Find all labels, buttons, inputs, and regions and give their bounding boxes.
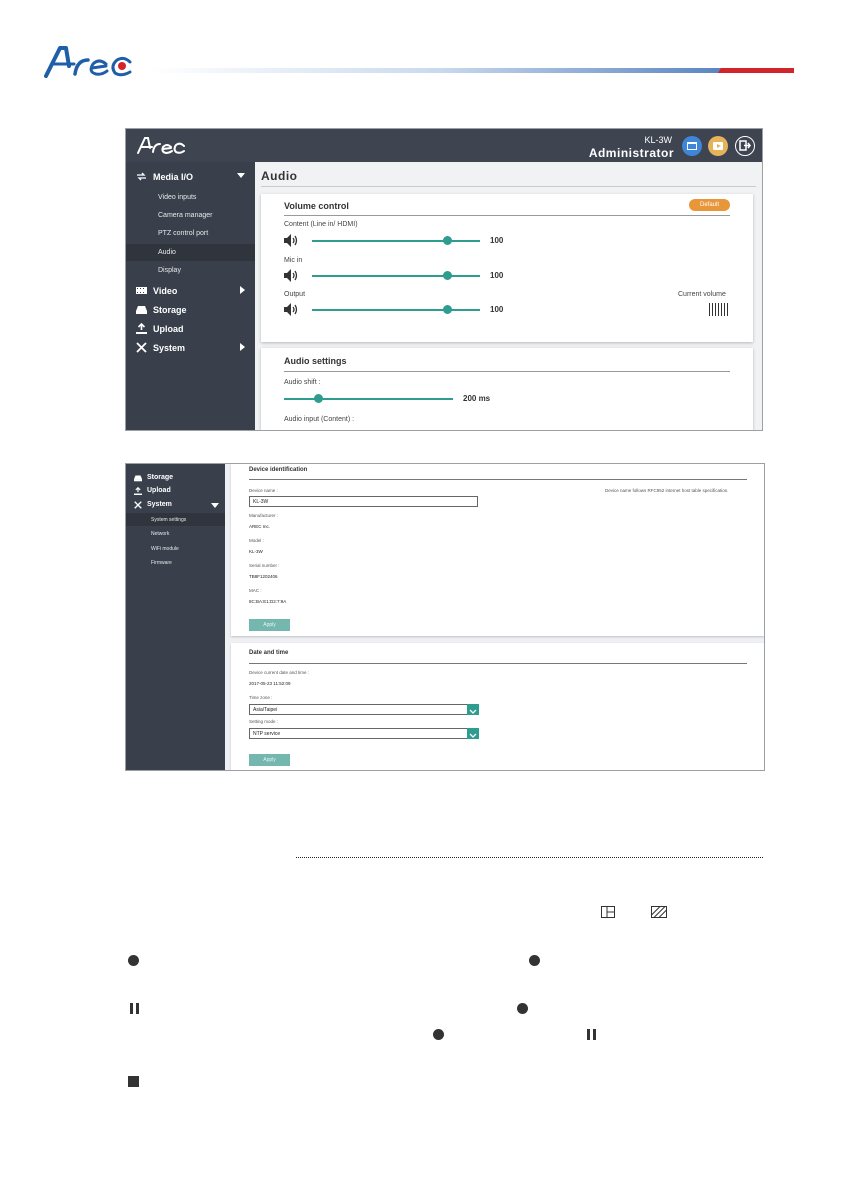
sidebar-item-video[interactable] <box>126 282 255 300</box>
speaker-icon[interactable] <box>284 303 299 316</box>
device-name-label: Device name : <box>249 488 278 493</box>
sidebar-label: Network <box>151 531 170 537</box>
mac-value: 8C:BA:E1:D2:7:9A <box>249 599 287 604</box>
sidebar-label: System <box>153 343 186 353</box>
sidebar-item-storage[interactable] <box>126 471 225 485</box>
chevron-down-icon <box>467 730 479 741</box>
header-red-accent <box>718 68 794 73</box>
sidebar-label: PTZ control port <box>158 230 209 237</box>
mic-volume-thumb[interactable] <box>443 271 452 280</box>
sidebar-label: Audio <box>158 249 176 256</box>
layout-icon <box>601 906 615 918</box>
device-name-input[interactable]: KL-3W <box>249 496 478 507</box>
sidebar-item-wifi-module[interactable] <box>126 542 225 555</box>
current-datetime-label: Device current date and time : <box>249 670 310 675</box>
sidebar-item-system[interactable] <box>126 339 255 357</box>
card-divider <box>284 215 730 216</box>
logout-icon[interactable] <box>735 136 755 156</box>
device-identification-card <box>231 464 764 636</box>
main-content <box>225 464 764 770</box>
chevron-down-icon <box>467 706 479 717</box>
chevron-right-icon <box>240 286 245 294</box>
sidebar-label: Media I/O <box>153 172 194 182</box>
card-divider <box>249 663 747 664</box>
sidebar <box>126 464 225 770</box>
output-volume-label: Output <box>284 291 306 298</box>
sidebar-label: Video <box>153 286 178 296</box>
manufacturer-label: Manufacturer : <box>249 513 279 518</box>
device-name-hint: Device name follows RFC952 internet host table specification. <box>605 488 729 493</box>
sidebar-item-media-io[interactable] <box>126 168 255 186</box>
content-volume-value: 100 <box>490 236 504 245</box>
sidebar-label: Upload <box>153 324 184 334</box>
sidebar-item-camera-manager[interactable] <box>126 207 255 224</box>
title-divider <box>261 186 756 187</box>
content-volume-slider[interactable] <box>312 240 480 242</box>
record-icon <box>128 955 139 966</box>
content-volume-label: Content (Line in/ HDMI) <box>284 221 358 228</box>
user-role: Administrator <box>588 146 674 160</box>
card-title: Volume control <box>284 201 349 211</box>
pause-icon <box>130 1003 139 1014</box>
record-icon <box>529 955 540 966</box>
sidebar-item-ptz-control-port[interactable] <box>126 225 255 242</box>
volume-meter <box>709 303 730 316</box>
sidebar-item-network[interactable] <box>126 527 225 540</box>
sidebar-label: Camera manager <box>158 212 213 219</box>
setting-mode-dropdown-button[interactable] <box>467 728 479 739</box>
sidebar-label: Upload <box>147 487 171 494</box>
sidebar-label: Video inputs <box>158 194 197 201</box>
sidebar-label: Storage <box>153 305 187 315</box>
audio-input-label: Audio input (Content) : <box>284 416 355 423</box>
time-zone-select[interactable]: Asia/Taipei <box>249 704 478 715</box>
record-icon <box>433 1029 444 1040</box>
current-volume-label: Current volume <box>678 291 726 298</box>
sidebar-item-audio[interactable] <box>126 244 255 261</box>
arec-logo <box>44 44 139 83</box>
sidebar <box>126 162 255 430</box>
upload-icon <box>134 487 142 495</box>
audio-shift-value: 200 ms <box>463 394 491 403</box>
storage-icon <box>134 474 142 482</box>
audio-shift-thumb[interactable] <box>314 394 323 403</box>
audio-shift-slider[interactable] <box>284 398 453 400</box>
volume-control-card <box>261 194 753 342</box>
storage-icon <box>136 304 147 315</box>
manufacturer-value: AREC Inc. <box>249 524 271 529</box>
sidebar-item-upload[interactable] <box>126 320 255 338</box>
media-io-icon <box>136 171 147 182</box>
pause-icon <box>587 1029 596 1040</box>
setting-mode-label: Setting mode : <box>249 719 279 724</box>
default-button[interactable]: Default <box>689 199 730 211</box>
sidebar-label: System settings <box>151 517 187 523</box>
sidebar-item-storage[interactable] <box>126 301 255 319</box>
tools-icon <box>134 501 142 509</box>
serial-number-label: Serial number : <box>249 563 280 568</box>
model-label: Model : <box>249 538 264 543</box>
mac-label: MAC : <box>249 588 262 593</box>
main-content <box>255 162 762 430</box>
upload-icon <box>136 323 147 334</box>
stop-icon <box>128 1076 139 1087</box>
page-title: Audio <box>261 169 298 183</box>
sidebar-label: Firmware <box>151 560 172 566</box>
sidebar-label: Display <box>158 267 181 274</box>
sidebar-item-video-inputs[interactable] <box>126 189 255 206</box>
hatched-box-icon <box>651 906 667 918</box>
time-zone-dropdown-button[interactable] <box>467 704 479 715</box>
output-volume-slider[interactable] <box>312 309 480 311</box>
mic-volume-slider[interactable] <box>312 275 480 277</box>
output-volume-value: 100 <box>490 305 504 314</box>
card-title: Device identification <box>249 467 308 473</box>
time-zone-label: Time zone : <box>249 695 273 700</box>
system-settings-screenshot <box>125 463 765 771</box>
chevron-down-icon <box>237 173 245 178</box>
apply-button[interactable]: Apply <box>249 619 290 631</box>
model-value: KL-3W <box>249 549 263 554</box>
chevron-right-icon <box>240 343 245 351</box>
dotted-divider <box>296 857 763 858</box>
sidebar-label: System <box>147 501 172 508</box>
top-bar <box>126 129 762 162</box>
mic-volume-label: Mic in <box>284 257 303 264</box>
sidebar-item-display[interactable] <box>126 262 255 279</box>
card-divider <box>284 371 730 372</box>
sidebar-item-system[interactable] <box>126 498 225 512</box>
apply-button[interactable]: Apply <box>249 754 290 766</box>
mic-volume-value: 100 <box>490 271 504 280</box>
output-volume-thumb[interactable] <box>443 305 452 314</box>
sidebar-label: WiFi module <box>151 546 179 552</box>
chevron-down-icon <box>211 503 219 508</box>
card-divider <box>249 479 747 480</box>
content-volume-thumb[interactable] <box>443 236 452 245</box>
header-rule <box>150 68 793 73</box>
speaker-icon[interactable] <box>284 234 299 247</box>
playback-icon[interactable] <box>708 136 728 156</box>
current-datetime-value: 2017-05-23 11:52:09 <box>249 681 291 686</box>
record-icon <box>517 1003 528 1014</box>
device-model: KL-3W <box>644 135 672 145</box>
serial-number-value: TB8F1202406 <box>249 574 278 579</box>
card-title: Audio settings <box>284 356 347 366</box>
audio-shift-label: Audio shift : <box>284 379 321 386</box>
date-and-time-card <box>231 643 764 770</box>
card-title: Date and time <box>249 650 289 656</box>
sidebar-item-system-settings[interactable] <box>126 513 225 526</box>
audio-settings-card <box>261 348 753 431</box>
sidebar-item-firmware[interactable] <box>126 556 225 569</box>
audio-settings-screenshot <box>125 128 763 431</box>
recording-icon[interactable] <box>682 136 702 156</box>
tools-icon <box>136 342 147 353</box>
app-logo <box>136 135 186 160</box>
sidebar-label: Storage <box>147 474 174 481</box>
sidebar-item-upload[interactable] <box>126 484 225 498</box>
setting-mode-select[interactable]: NTP service <box>249 728 478 739</box>
film-icon <box>136 285 147 296</box>
speaker-icon[interactable] <box>284 269 299 282</box>
